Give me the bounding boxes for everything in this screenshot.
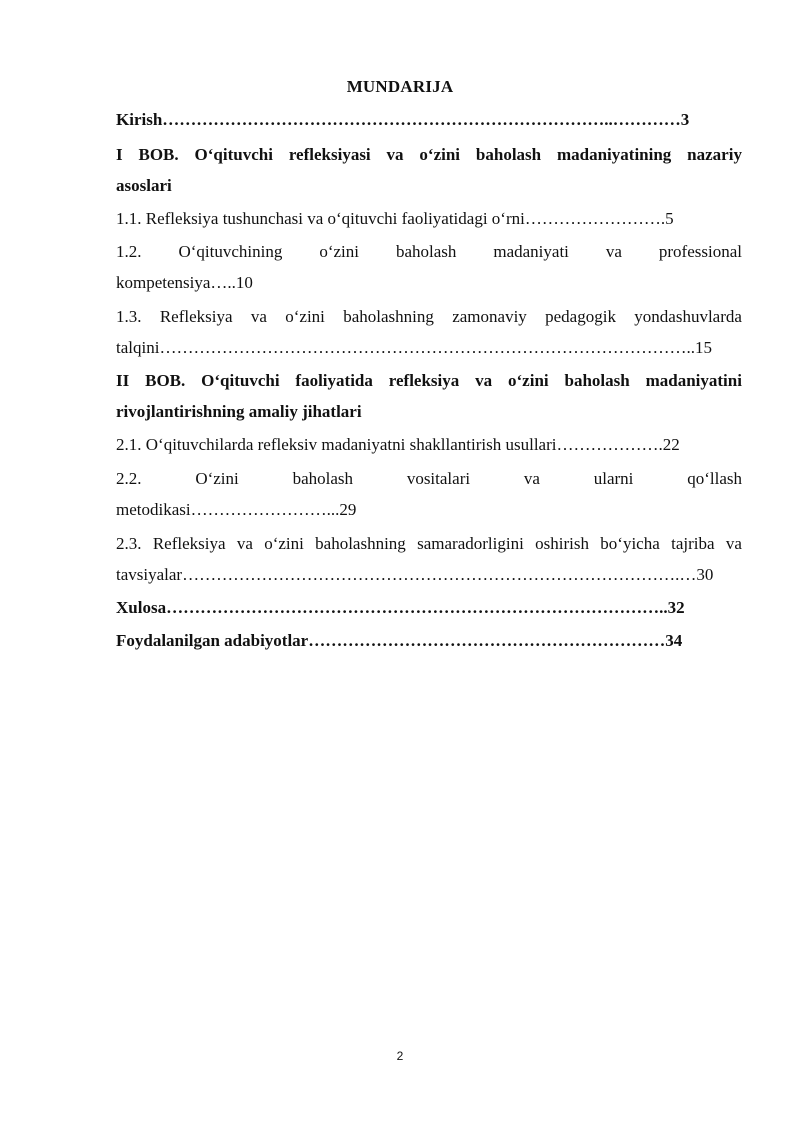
toc-word: samaradorligini xyxy=(417,534,524,553)
toc-word: o‘zini xyxy=(508,371,549,390)
toc-word: baholashning xyxy=(315,534,406,553)
toc-section-1-2-line-1 xyxy=(116,242,742,262)
toc-word: 1.2. xyxy=(116,242,142,261)
toc-word: va xyxy=(523,469,540,488)
toc-section-2-1: 2.1. O‘qituvchilarda refleksiv madaniyatni shakllantirish usullari……………….22 xyxy=(116,435,680,454)
toc-entry-kirish: Kirish……………………………………………………………………..…………3 xyxy=(116,110,690,129)
toc-word: yondashuvlarda xyxy=(634,307,742,326)
toc-section-1-3-line-2: talqini…………………………………………………………………………………..15 xyxy=(116,338,712,357)
toc-section-1-2-line-2: kompetensiya…..10 xyxy=(116,273,253,292)
toc-word: baholash xyxy=(292,469,353,488)
toc-word: refleksiyasi xyxy=(288,145,371,164)
toc-word: O‘qituvchining xyxy=(178,242,283,261)
toc-section-2-2-line-1 xyxy=(116,469,742,489)
toc-word: zamonaviy xyxy=(452,307,527,326)
toc-word: 1.3. xyxy=(116,307,142,326)
toc-word: I xyxy=(116,145,123,164)
toc-word: baholashning xyxy=(343,307,434,326)
toc-word: Refleksiya xyxy=(152,534,226,553)
toc-word: O‘zini xyxy=(195,469,239,488)
toc-word: o‘zini xyxy=(419,145,461,164)
toc-word: II xyxy=(116,371,130,390)
toc-word: O‘qituvchi xyxy=(194,145,273,164)
toc-word: va xyxy=(236,534,253,553)
page-number: 2 xyxy=(396,1049,404,1063)
toc-word: ularni xyxy=(593,469,634,488)
toc-word: bo‘yicha xyxy=(600,534,660,553)
toc-chapter-1-line-2: asoslari xyxy=(116,176,172,195)
toc-word: O‘qituvchi xyxy=(201,371,280,390)
toc-section-2-3-line-1 xyxy=(116,534,742,554)
toc-word: Refleksiya xyxy=(159,307,233,326)
toc-word: o‘zini xyxy=(264,534,304,553)
toc-section-2-3-line-2: tavsiyalar…………………………………………………………………………….…30 xyxy=(116,565,714,584)
toc-word: qo‘llash xyxy=(687,469,742,488)
toc-word: pedagogik xyxy=(545,307,616,326)
toc-word: BOB. xyxy=(138,145,179,164)
toc-word: vositalari xyxy=(406,469,471,488)
toc-chapter-2-line-2: rivojlantirishning amaliy jihatlari xyxy=(116,402,362,421)
toc-word: baholash xyxy=(475,145,542,164)
toc-word: 2.2. xyxy=(116,469,142,488)
toc-word: o‘zini xyxy=(319,242,359,261)
toc-word: va xyxy=(250,307,267,326)
toc-word: va xyxy=(386,145,404,164)
toc-entry-adabiyotlar: Foydalanilgan adabiyotlar………………………………………………………34 xyxy=(116,631,683,650)
toc-chapter-2-line-1 xyxy=(116,371,742,391)
toc-word: va xyxy=(725,534,742,553)
toc-section-2-2-line-2: metodikasi……………………...29 xyxy=(116,500,357,519)
toc-word: refleksiya xyxy=(388,371,460,390)
toc-word: madaniyati xyxy=(493,242,569,261)
toc-word: oshirish xyxy=(535,534,589,553)
toc-word: madaniyatining xyxy=(556,145,672,164)
toc-word: nazariy xyxy=(687,145,742,164)
toc-section-1-3-line-1 xyxy=(116,307,742,327)
toc-section-1-1: 1.1. Refleksiya tushunchasi va o‘qituvchi faoliyatidagi o‘rni…………………….5 xyxy=(116,209,674,228)
toc-word: BOB. xyxy=(145,371,186,390)
toc-word: va xyxy=(605,242,622,261)
toc-word: o‘zini xyxy=(285,307,325,326)
toc-entry-xulosa: Xulosa……………………………………………………………………………..32 xyxy=(116,598,685,617)
toc-word: faoliyatida xyxy=(295,371,373,390)
toc-title: MUNDARIJA xyxy=(346,77,454,96)
toc-word: 2.3. xyxy=(116,534,142,553)
toc-word: professional xyxy=(658,242,742,261)
toc-word: baholash xyxy=(564,371,630,390)
toc-chapter-1-line-1 xyxy=(116,145,742,165)
toc-word: madaniyatini xyxy=(645,371,742,390)
toc-word: baholash xyxy=(395,242,457,261)
toc-word: va xyxy=(475,371,493,390)
toc-word: tajriba xyxy=(671,534,715,553)
